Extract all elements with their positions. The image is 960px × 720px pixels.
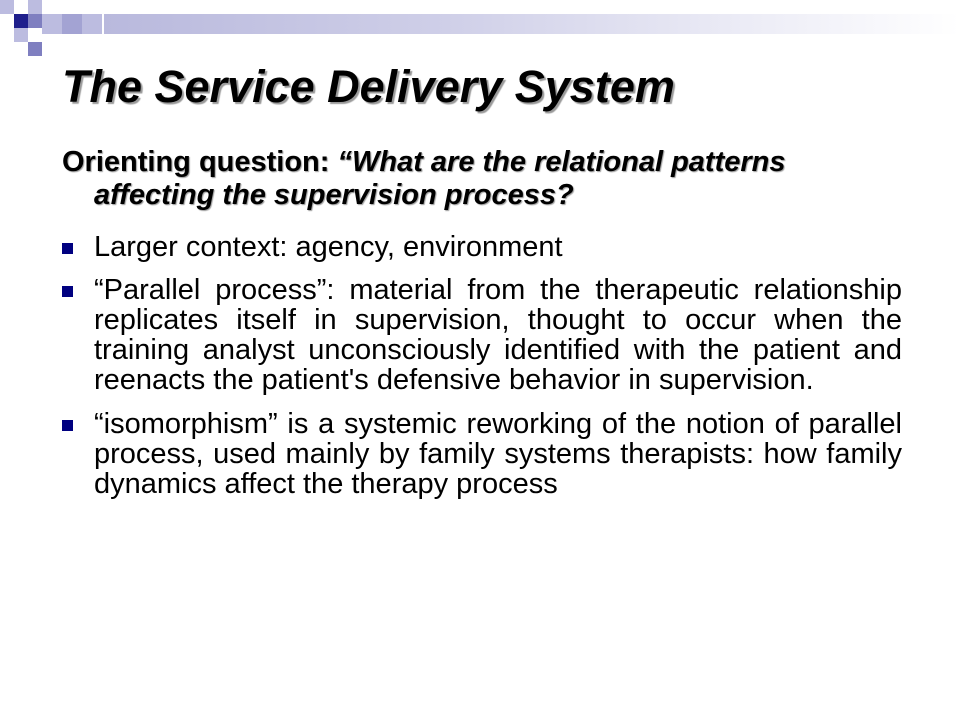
decor-square xyxy=(42,14,62,34)
question-text: “What are the relational patterns affecting the supervision process? xyxy=(94,146,786,211)
square-bullet-icon xyxy=(62,420,73,431)
square-bullet-icon xyxy=(62,243,73,254)
decor-square xyxy=(62,14,82,34)
bullet-item xyxy=(62,409,902,499)
bullet-text: Larger context: agency, environment xyxy=(94,231,563,263)
bullet-text: “Parallel process”: material from the therapeutic relationship replicates itself in supervision, thought to occur when the training analyst unconsciously identified with the patient and reenacts the patient's defensive behavior in supervision. xyxy=(94,274,902,396)
square-bullet-icon xyxy=(62,286,73,297)
header-gradient-bar xyxy=(104,14,960,34)
decor-square xyxy=(14,14,28,28)
decor-square xyxy=(14,28,28,42)
slide-title: The Service Delivery System xyxy=(62,61,675,112)
decor-square xyxy=(28,14,42,28)
orienting-question xyxy=(62,146,902,212)
decor-square xyxy=(28,42,42,56)
bullet-item xyxy=(62,232,902,262)
bullet-list xyxy=(62,232,902,499)
decor-square xyxy=(82,14,102,34)
decor-square xyxy=(0,0,14,14)
bullet-text: “isomorphism” is a systemic reworking of the notion of parallel process, used mainly by family systems therapists: how family dynamics affect the therapy process xyxy=(94,408,902,500)
decor-square xyxy=(28,0,42,14)
slide-body xyxy=(62,146,902,499)
bullet-item xyxy=(62,275,902,395)
question-label: Orienting question: xyxy=(62,146,338,178)
